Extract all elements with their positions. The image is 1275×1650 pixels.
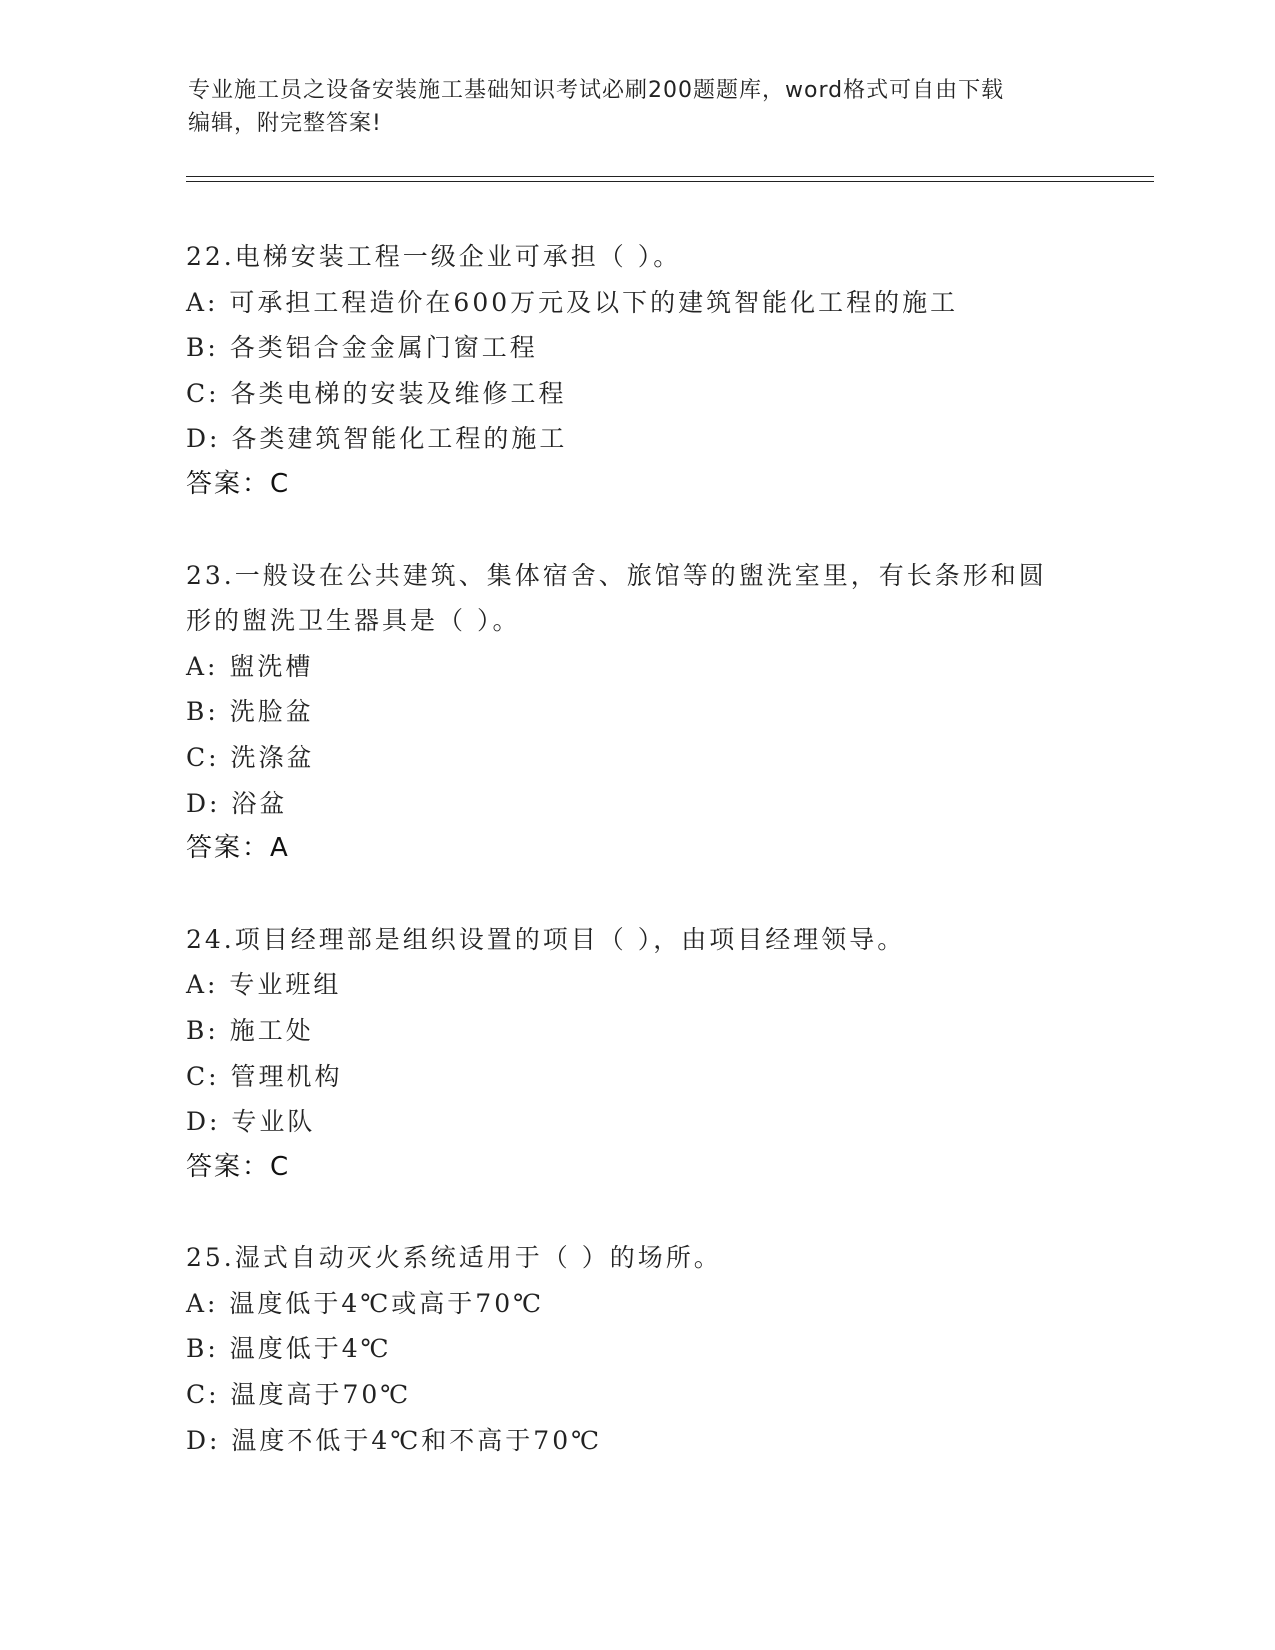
option-d: D: 各类建筑智能化工程的施工 xyxy=(186,424,568,454)
question-list xyxy=(186,234,1106,1463)
option-b: B: 洗脸盆 xyxy=(186,697,314,727)
document-header xyxy=(188,74,1088,140)
question-stem-line-1: 23.一般设在公共建筑、集体宿舍、旅馆等的盥洗室里，有长条形和圆 xyxy=(186,560,1047,590)
option-b: B: 温度低于4℃ xyxy=(186,1334,392,1364)
question-25 xyxy=(186,1235,1106,1463)
option-c: C: 管理机构 xyxy=(186,1061,343,1091)
option-d: D: 浴盆 xyxy=(186,788,288,818)
option-a: A: 专业班组 xyxy=(186,970,342,1000)
question-spacer xyxy=(186,1190,1106,1235)
option-c: C: 温度高于70℃ xyxy=(186,1380,412,1410)
option-b: B: 各类铝合金金属门窗工程 xyxy=(186,333,538,363)
question-stem-line-2: 形的盥洗卫生器具是（ ）。 xyxy=(186,606,521,636)
header-title-line-1: 专业施工员之设备安装施工基础知识考试必刷200题题库，word格式可自由下载 xyxy=(188,78,1005,103)
answer-label: 答案：C xyxy=(186,468,291,499)
option-d: D: 专业队 xyxy=(186,1107,316,1137)
option-a: A: 温度低于4℃或高于70℃ xyxy=(186,1288,545,1318)
question-stem: 22.电梯安装工程一级企业可承担（ ）。 xyxy=(186,242,682,271)
option-a: A: 可承担工程造价在600万元及以下的建筑智能化工程的施工 xyxy=(186,287,959,317)
question-stem: 25.湿式自动灭火系统适用于（ ）的场所。 xyxy=(186,1243,722,1273)
option-c: C: 各类电梯的安装及维修工程 xyxy=(186,378,567,408)
option-c: C: 洗涤盆 xyxy=(186,742,315,772)
answer-label: 答案：A xyxy=(186,833,290,864)
question-stem: 24.项目经理部是组织设置的项目（ ），由项目经理领导。 xyxy=(186,924,906,954)
header-divider-bottom xyxy=(186,181,1154,182)
question-spacer xyxy=(186,508,1106,553)
answer-label: 答案：C xyxy=(186,1151,291,1182)
option-b: B: 施工处 xyxy=(186,1015,314,1045)
option-d: D: 温度不低于4℃和不高于70℃ xyxy=(186,1425,603,1455)
option-a: A: 盥洗槽 xyxy=(186,651,314,681)
header-title-line-2: 编辑，附完整答案! xyxy=(188,111,382,136)
question-22 xyxy=(186,234,1106,508)
header-divider-top xyxy=(186,176,1154,177)
question-spacer xyxy=(186,872,1106,917)
question-24 xyxy=(186,917,1106,1191)
question-23 xyxy=(186,553,1106,872)
